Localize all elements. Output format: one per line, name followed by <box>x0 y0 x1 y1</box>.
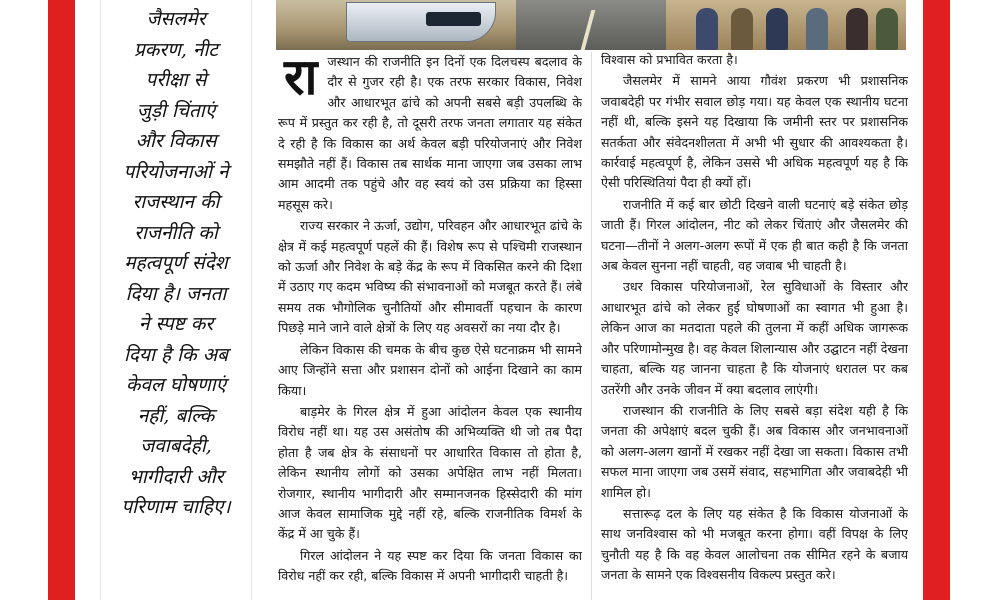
pull-quote-line: ने स्पष्ट कर <box>138 313 214 335</box>
pull-quote-line: जुड़ी चिंताएं <box>136 99 216 122</box>
pull-quote-line: जवाबदेही, <box>140 435 212 457</box>
pull-quote-line: भागीदारी और <box>128 465 224 488</box>
article-paragraph: राजनीति में कई बार छोटी दिखने वाली घटनाएं बड़े संकेत छोड़ जाती हैं। गिरल आंदोलन, नीट को लेकर चिंताएं और जैसलमेर की घटना—तीनों ने अलग-अलग रूपों में एक ही बात कही है कि जनता अब केवल सुनना नहीं चाहती, वह जवाब भी चाहती है। <box>601 196 908 274</box>
person-figure <box>806 8 828 50</box>
person-figure <box>876 8 898 50</box>
red-border-right <box>923 0 950 600</box>
pull-quote-line: परिणाम चाहिए। <box>121 496 231 518</box>
person-figure <box>846 8 868 50</box>
pull-quote-line: परियोजनाओं ने <box>123 160 229 183</box>
article-column-1 <box>278 52 582 600</box>
article-paragraph: गिरल आंदोलन ने यह स्पष्ट कर दिया कि जनता विकास का विरोध नहीं कर रही, बल्कि विकास में अपनी भागीदारी चाहती है। <box>278 547 582 584</box>
train-window <box>426 12 481 26</box>
pull-quote-line: राजस्थान की <box>132 191 220 213</box>
pull-quote-line: महत्वपूर्ण संदेश <box>124 252 228 274</box>
article-paragraph: बाड़मेर के गिरल क्षेत्र में हुआ आंदोलन केवल एक स्थानीय विरोध नहीं था। यह उस असंतोष की अभिव्यक्ति थी जो तब पैदा होता है जब क्षेत्र के संसाधनों पर आधारित विकास तो होता है, लेकिन स्थानीय लोगों को उसका अपेक्षित लाभ नहीं मिलता। रोजगार, स्थानीय भागीदारी और सम्मानजनक हिस्सेदारी की मांग आज केवल सामाजिक मुद्दे नहीं रहे, बल्कि राजनीतिक विमर्श के केंद्र में आ चुके हैं। <box>278 403 582 542</box>
pull-quote-line: जैसलमेर <box>146 8 206 30</box>
red-border-left <box>48 0 75 600</box>
column-divider <box>591 52 592 600</box>
article-paragraph: जस्थान की राजनीति इन दिनों एक दिलचस्प बदलाव के दौर से गुजर रही है। एक तरफ सरकार विकास, निवेश और आधारभूत ढांचे को अपनी सबसे बड़ी उपलब्धि के रूप में प्रस्तुत कर रही है, तो दूसरी तरफ जनता लगातार यह संकेत दे रही है कि विकास का अर्थ केवल बड़ी परियोजनाएं और निवेश समझौते नहीं हैं। विकास तब सार्थक माना जाएगा जब उसका लाभ आम आदमी तक पहुंचे और वह स्वयं को उस प्रक्रिया का हिस्सा महसूस करे। <box>278 54 582 212</box>
article-paragraph: राज्य सरकार ने ऊर्जा, उद्योग, परिवहन और आधारभूत ढांचे के क्षेत्र में कई महत्वपूर्ण पहलें की हैं। विशेष रूप से पश्चिमी राजस्थान को ऊर्जा और निवेश के बड़े केंद्र के रूप में विकसित करने की दिशा में उठाए गए कदम भविष्य की संभावनाओं को मजबूत करते हैं। लंबे समय तक भौगोलिक चुनौतियों और सीमावर्ती पहचान के कारण पिछड़े माने जाने वाले क्षेत्रों के लिए यह अवसरों का नया दौर है। <box>278 218 582 336</box>
pull-quote-line: परीक्षा से <box>145 69 207 91</box>
article-paragraph: लेकिन विकास की चमक के बीच कुछ ऐसे घटनाक्रम भी सामने आए जिन्होंने सत्ता और प्रशासन दोनों को आईना दिखाने का काम किया। <box>278 341 582 398</box>
drop-cap: रा <box>284 52 318 106</box>
article-paragraph: सत्तारूढ़ दल के लिए यह संकेत है कि विकास योजनाओं के साथ जनविश्वास को भी मजबूत करना होगा। वहीं विपक्ष के लिए चुनौती यह है कि वह केवल आलोचना तक सीमित रहने के बजाय जनता के सामने एक विश्वसनीय विकल्प प्रस्तुत करे। <box>601 505 908 583</box>
person-figure <box>731 8 753 50</box>
person-figure <box>696 8 718 50</box>
pull-quote-line: दिया है। जनता <box>125 282 227 305</box>
pull-quote-line: दिया है कि अब <box>123 343 229 366</box>
person-figure <box>766 8 788 50</box>
news-photo <box>276 0 906 50</box>
article-paragraph: राजस्थान की राजनीति के लिए सबसे बड़ा संदेश यही है कि जनता की अपेक्षाएं बदल चुकी हैं। अब विकास और जनभावनाओं को अलग-अलग खानों में रखकर नहीं देखा जा सकता। विकास तभी सफल माना जाएगा जब उसमें संवाद, सहभागिता और जवाबदेही भी शामिल हो। <box>601 402 908 500</box>
pull-quote-line: और विकास <box>135 130 217 152</box>
pull-quote-text <box>101 4 251 523</box>
article-paragraph: विश्वास को प्रभावित करता है। <box>601 52 738 67</box>
pull-quote-line: राजनीति को <box>134 221 218 244</box>
article-paragraph: जैसलमेर में सामने आया गौवंश प्रकरण भी प्रशासनिक जवाबदेही पर गंभीर सवाल छोड़ गया। यह केवल एक स्थानीय घटना नहीं थी, बल्कि इसने यह दिखाया कि जमीनी स्तर पर प्रशासनिक सतर्कता और संवेदनशीलता में अभी भी सुधार की आवश्यकता है। कार्रवाई महत्वपूर्ण है, लेकिन उससे भी अधिक महत्वपूर्ण यह है कि ऐसी परिस्थितियां पैदा ही क्यों हों। <box>601 73 908 191</box>
pull-quote-box <box>100 0 252 600</box>
pull-quote-line: प्रकरण, नीट <box>133 38 219 61</box>
pull-quote-line: नहीं, बल्कि <box>137 404 215 427</box>
article-paragraph: उधर विकास परियोजनाओं, रेल सुविधाओं के विस्तार और आधारभूत ढांचे को लेकर हुई घोषणाओं का स्वागत भी हुआ है। लेकिन आज का मतदाता पहले की तुलना में कहीं अधिक जागरूक और परिणामोन्मुख है। वह केवल शिलान्यास और उद्घाटन नहीं देखना चाहता, बल्कि यह जानना चाहता है कि योजनाएं धरातल पर कब उतरेंगी और उनके जीवन में क्या बदलाव लाएंगी। <box>601 279 908 397</box>
pull-quote-line: केवल घोषणाएं <box>125 374 227 396</box>
article-column-2 <box>601 50 908 598</box>
